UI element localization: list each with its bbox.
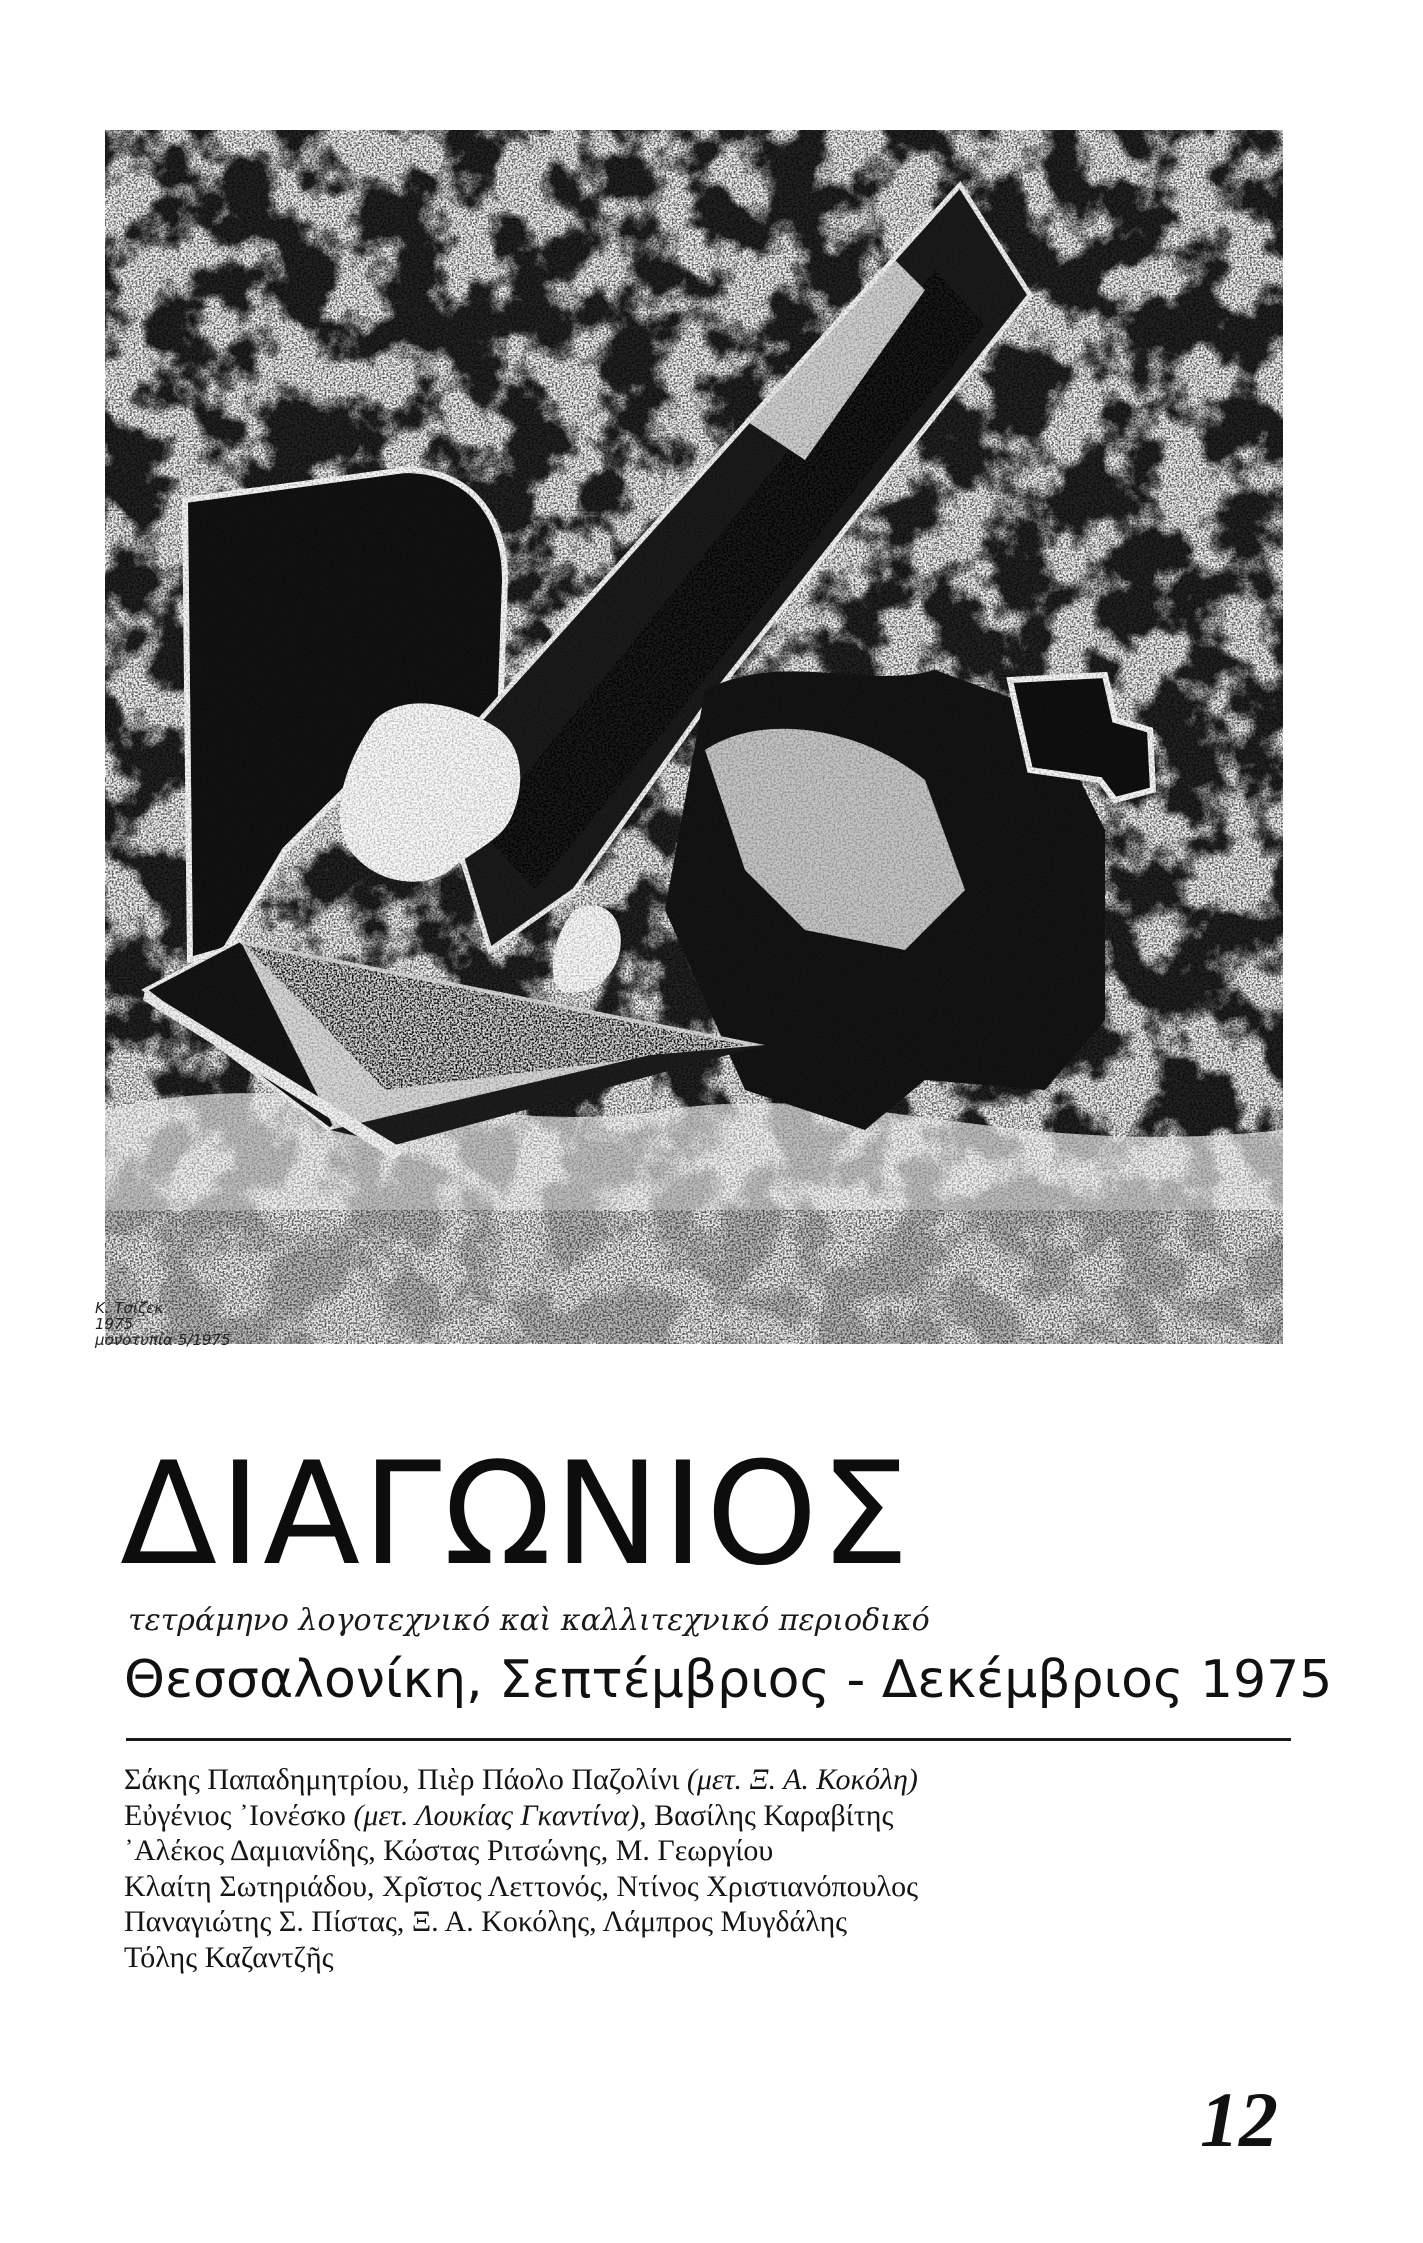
contributors-line: ᾽Αλέκος Δαμιανίδης, Κώστας Ριτσώνης, Μ. Γεωργίου	[124, 1834, 774, 1867]
contributors-line: Κλαίτη Σωτηριάδου, Χρῖστος Λεττονός, Ντίνος Χριστιανόπουλος	[124, 1869, 918, 1903]
artwork-year: 1975	[95, 1315, 134, 1333]
artwork-technique: μονοτυπία 5/1975	[95, 1331, 231, 1349]
issue-number: 12	[1200, 2076, 1278, 2163]
artwork-signature	[95, 1300, 231, 1348]
cover-artwork	[105, 130, 1283, 1344]
magazine-subtitle: τετράμηνο λογοτεχνικό καὶ καλλιτεχνικό περιοδικό	[128, 1603, 930, 1638]
magazine-title: ΔΙΑΓΩΝΙΟΣ	[120, 1432, 912, 1597]
contributors-line: Εὐγένιος ᾽Ιονέσκο (μετ. Λουκίας Γκαντίνα), Βασίλης Καραβίτης	[124, 1798, 894, 1832]
artist-name: Κ. Τσίζεκ	[95, 1299, 164, 1317]
issue-dateline: Θεσσαλονίκη, Σεπτέμβριος - Δεκέμβριος 1975	[124, 1650, 1333, 1710]
contributors-line: Σάκης Παπαδημητρίου, Πιὲρ Πάολο Παζολίνι (μετ. Ξ. Α. Κοκόλη)	[124, 1763, 918, 1796]
contributors-line: Παναγιώτης Σ. Πίστας, Ξ. Α. Κοκόλης, Λάμπρος Μυγδάλης	[124, 1905, 848, 1938]
contributors-list	[124, 1762, 1294, 1975]
abstract-monotype-image	[105, 130, 1283, 1344]
divider-rule	[126, 1738, 1291, 1741]
contributors-line: Τόλης Καζαντζῆς	[124, 1940, 334, 1974]
